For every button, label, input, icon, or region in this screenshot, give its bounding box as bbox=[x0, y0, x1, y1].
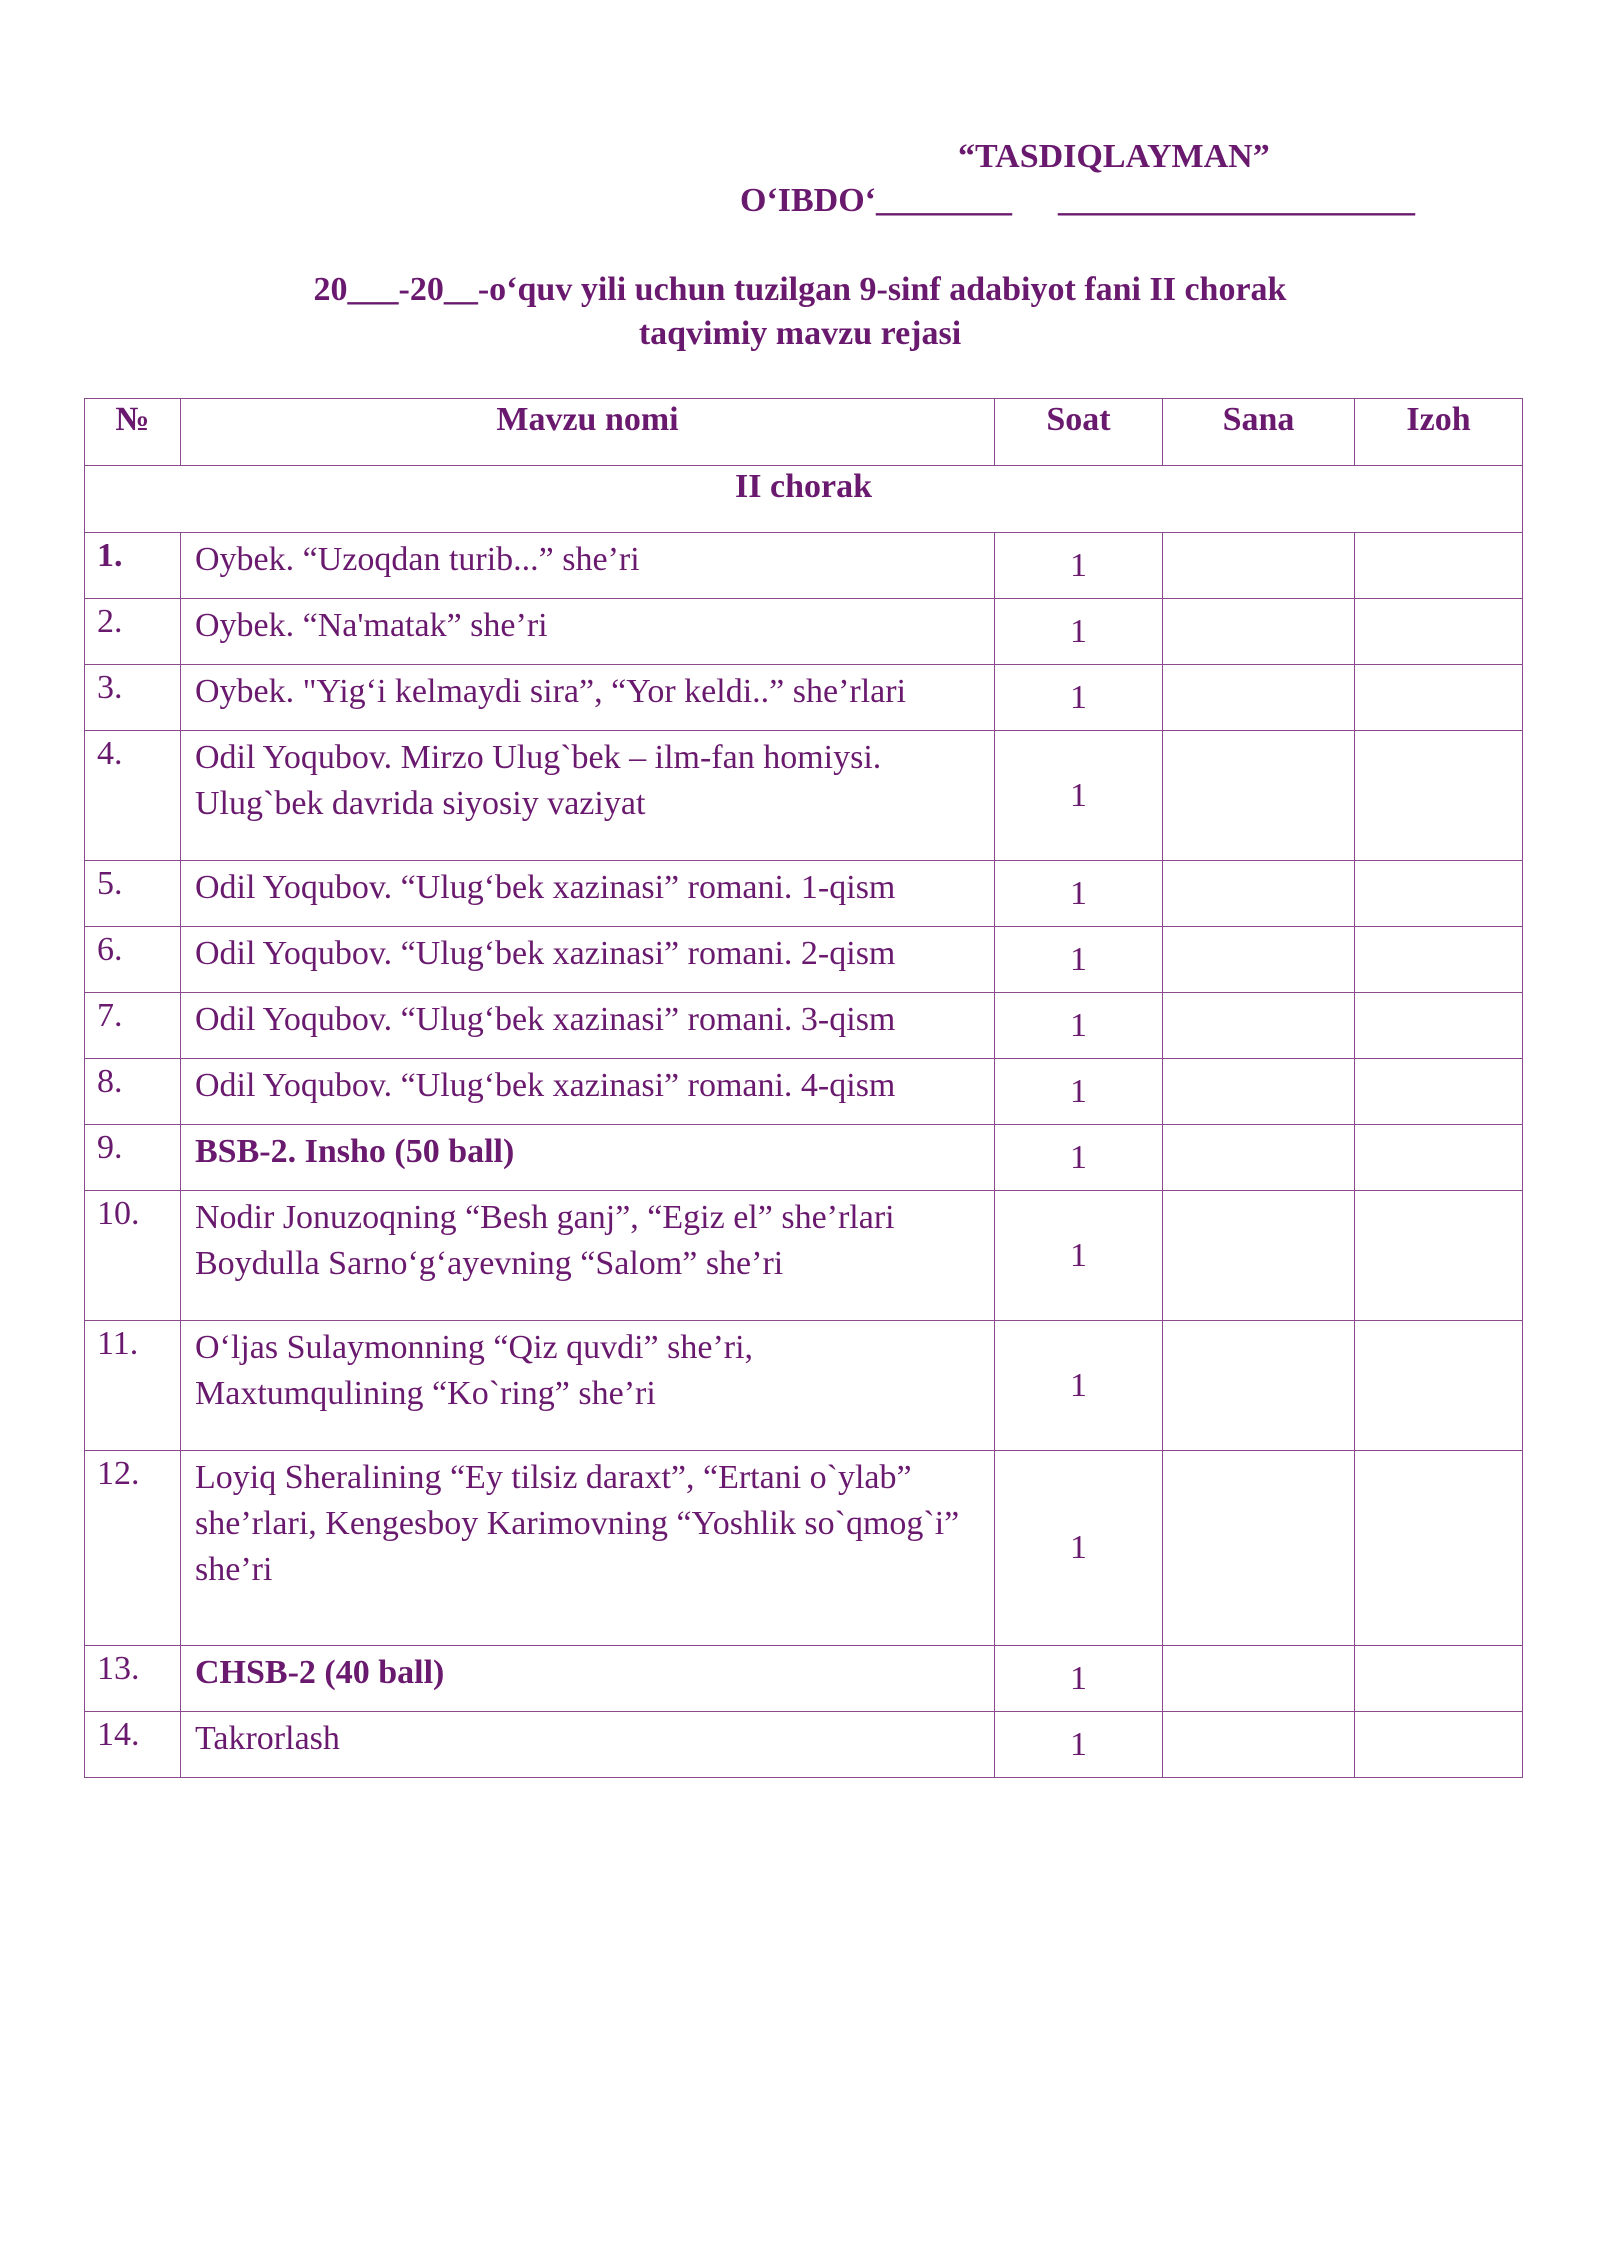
row-date-cell bbox=[1163, 993, 1355, 1059]
row-note-cell bbox=[1355, 1191, 1523, 1321]
row-date-cell bbox=[1163, 731, 1355, 861]
approval-title: “TASDIQLAYMAN” bbox=[958, 138, 1270, 175]
row-number: 13. bbox=[85, 1646, 181, 1712]
row-hours: 1 bbox=[995, 1646, 1163, 1712]
row-topic: Odil Yoqubov. “Ulug‘bek xazinasi” romani. 1-qism bbox=[181, 861, 995, 927]
row-number: 5. bbox=[85, 861, 181, 927]
row-topic: Odil Yoqubov. Mirzo Ulug`bek – ilm-fan homiysi. Ulug`bek davrida siyosiy vaziyat bbox=[181, 731, 995, 861]
row-date-cell bbox=[1163, 599, 1355, 665]
table-row bbox=[85, 1451, 1523, 1646]
row-topic: Odil Yoqubov. “Ulug‘bek xazinasi” romani. 3-qism bbox=[181, 993, 995, 1059]
table-row bbox=[85, 533, 1523, 599]
row-date-cell bbox=[1163, 533, 1355, 599]
header-hours: Soat bbox=[995, 399, 1163, 466]
row-note-cell bbox=[1355, 731, 1523, 861]
table-row bbox=[85, 1125, 1523, 1191]
table-header-row bbox=[85, 399, 1523, 466]
row-hours: 1 bbox=[995, 731, 1163, 861]
row-number: 1. bbox=[85, 533, 181, 599]
row-hours: 1 bbox=[995, 1321, 1163, 1451]
table-row bbox=[85, 1059, 1523, 1125]
table-row bbox=[85, 1191, 1523, 1321]
approval-position: O‘IBDO‘________ bbox=[740, 182, 1012, 219]
row-date-cell bbox=[1163, 1125, 1355, 1191]
row-date-cell bbox=[1163, 927, 1355, 993]
table-row bbox=[85, 861, 1523, 927]
header-number: № bbox=[85, 399, 181, 466]
row-hours: 1 bbox=[995, 599, 1163, 665]
row-hours: 1 bbox=[995, 533, 1163, 599]
row-note-cell bbox=[1355, 927, 1523, 993]
row-note-cell bbox=[1355, 1321, 1523, 1451]
row-hours: 1 bbox=[995, 1712, 1163, 1778]
row-date-cell bbox=[1163, 1451, 1355, 1646]
row-topic: Oybek. "Yig‘i kelmaydi sira”, “Yor keldi..” she’rlari bbox=[181, 665, 995, 731]
row-number: 2. bbox=[85, 599, 181, 665]
row-date-cell bbox=[1163, 1191, 1355, 1321]
table-row bbox=[85, 927, 1523, 993]
table-row bbox=[85, 599, 1523, 665]
row-note-cell bbox=[1355, 599, 1523, 665]
row-number: 4. bbox=[85, 731, 181, 861]
row-date-cell bbox=[1163, 1712, 1355, 1778]
row-hours: 1 bbox=[995, 1451, 1163, 1646]
row-hours: 1 bbox=[995, 927, 1163, 993]
row-note-cell bbox=[1355, 1712, 1523, 1778]
heading-line-1: 20___-20__-o‘quv yili uchun tuzilgan 9-sinf adabiyot fani II chorak bbox=[313, 271, 1287, 308]
row-date-cell bbox=[1163, 861, 1355, 927]
table-row bbox=[85, 1321, 1523, 1451]
row-note-cell bbox=[1355, 533, 1523, 599]
row-topic: Odil Yoqubov. “Ulug‘bek xazinasi” romani. 2-qism bbox=[181, 927, 995, 993]
row-number: 10. bbox=[85, 1191, 181, 1321]
row-number: 14. bbox=[85, 1712, 181, 1778]
row-number: 8. bbox=[85, 1059, 181, 1125]
header-note: Izoh bbox=[1355, 399, 1523, 466]
row-topic: Takrorlash bbox=[181, 1712, 995, 1778]
header-topic: Mavzu nomi bbox=[181, 399, 995, 466]
table-row bbox=[85, 731, 1523, 861]
row-topic: Odil Yoqubov. “Ulug‘bek xazinasi” romani. 4-qism bbox=[181, 1059, 995, 1125]
row-topic: BSB-2. Insho (50 ball) bbox=[181, 1125, 995, 1191]
row-date-cell bbox=[1163, 1646, 1355, 1712]
row-number: 11. bbox=[85, 1321, 181, 1451]
section-label: II chorak bbox=[85, 466, 1523, 533]
row-date-cell bbox=[1163, 1321, 1355, 1451]
row-date-cell bbox=[1163, 1059, 1355, 1125]
row-hours: 1 bbox=[995, 1125, 1163, 1191]
plan-table bbox=[84, 398, 1523, 1778]
row-topic: Nodir Jonuzoqning “Besh ganj”, “Egiz el” she’rlari Boydulla Sarno‘g‘ayevning “Salom” she’ri bbox=[181, 1191, 995, 1321]
row-hours: 1 bbox=[995, 861, 1163, 927]
table-row bbox=[85, 1712, 1523, 1778]
row-hours: 1 bbox=[995, 1059, 1163, 1125]
row-note-cell bbox=[1355, 1451, 1523, 1646]
row-number: 7. bbox=[85, 993, 181, 1059]
row-topic: Oybek. “Uzoqdan turib...” she’ri bbox=[181, 533, 995, 599]
table-row bbox=[85, 1646, 1523, 1712]
row-note-cell bbox=[1355, 1125, 1523, 1191]
row-topic: O‘ljas Sulaymonning “Qiz quvdi” she’ri, Maxtumqulining “Ko`ring” she’ri bbox=[181, 1321, 995, 1451]
row-topic: CHSB-2 (40 ball) bbox=[181, 1646, 995, 1712]
row-hours: 1 bbox=[995, 993, 1163, 1059]
row-note-cell bbox=[1355, 665, 1523, 731]
row-number: 9. bbox=[85, 1125, 181, 1191]
row-topic: Loyiq Sheralining “Ey tilsiz daraxt”, “Ertani o`ylab” she’rlari, Kengesboy Karimovning “Yoshlik so`qmog`i” she’ri bbox=[181, 1451, 995, 1646]
row-note-cell bbox=[1355, 1646, 1523, 1712]
table-row bbox=[85, 993, 1523, 1059]
row-topic: Oybek. “Na'matak” she’ri bbox=[181, 599, 995, 665]
row-note-cell bbox=[1355, 861, 1523, 927]
document-heading bbox=[200, 268, 1400, 356]
table-row bbox=[85, 665, 1523, 731]
row-note-cell bbox=[1355, 993, 1523, 1059]
row-number: 12. bbox=[85, 1451, 181, 1646]
row-hours: 1 bbox=[995, 1191, 1163, 1321]
heading-line-2: taqvimiy mavzu rejasi bbox=[638, 315, 962, 352]
row-hours: 1 bbox=[995, 665, 1163, 731]
approval-signature-line: _____________________ bbox=[1058, 182, 1415, 219]
row-number: 6. bbox=[85, 927, 181, 993]
row-note-cell bbox=[1355, 1059, 1523, 1125]
header-date: Sana bbox=[1163, 399, 1355, 466]
row-date-cell bbox=[1163, 665, 1355, 731]
row-number: 3. bbox=[85, 665, 181, 731]
section-row bbox=[85, 466, 1523, 533]
